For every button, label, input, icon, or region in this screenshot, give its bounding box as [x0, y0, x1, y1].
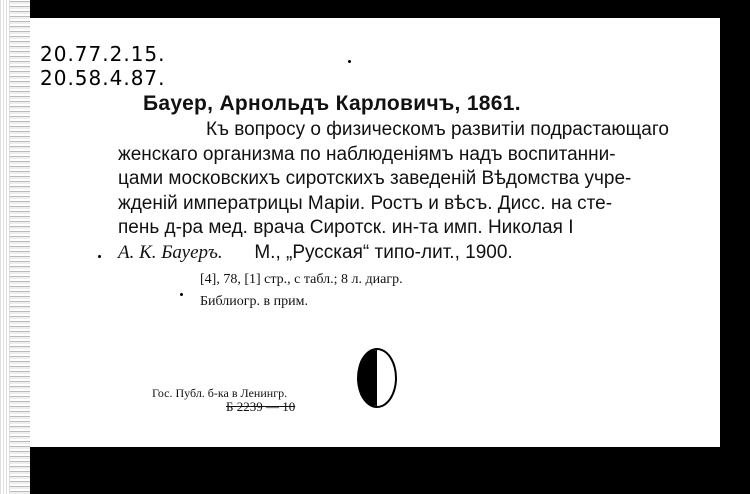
stamp-half	[359, 350, 377, 406]
card-heading: Бауер, Арнольдъ Карловичъ, 1861.	[143, 92, 521, 115]
library-stamp-icon	[357, 348, 397, 408]
card-body	[118, 118, 713, 265]
speck	[348, 60, 351, 63]
body-line-5: пень д-ра мед. врача Сиротск. ин-та имп. Николая I	[118, 217, 574, 238]
body-line-6	[118, 241, 713, 266]
speck	[98, 255, 101, 258]
imprint-text: М., „Русская“ типо-лит., 1900.	[254, 241, 513, 263]
author-signature: А. К. Бауеръ.	[118, 241, 223, 263]
strip-shading	[0, 0, 10, 494]
shelfmark-1: 20.77.2.15.	[40, 42, 166, 66]
catalog-card	[30, 18, 720, 447]
shelfmark-2: 20.58.4.87.	[40, 66, 166, 90]
inventory-number: Б 2239 — 10	[226, 399, 296, 414]
right-edge	[720, 18, 750, 447]
collation: [4], 78, [1] стр., с табл.; 8 л. диагр.	[200, 272, 403, 287]
left-card-strip	[0, 0, 30, 494]
body-line-1: Къ вопросу о физическомъ развитіи подрастающаго	[206, 119, 669, 140]
speck	[180, 293, 183, 296]
library-stamp-text: Гос. Публ. б-ка в Ленингр.	[152, 386, 288, 400]
body-line-4: жденій императрицы Маріи. Ростъ и вѣсъ. Дисс. на сте-	[118, 192, 613, 214]
body-line-3: цами московскихъ сиротскихъ заведеній Вѣдомства учре-	[118, 168, 632, 189]
body-line-2: женскаго организма по наблюденіямъ надъ воспитанни-	[118, 143, 616, 165]
bibliography-note: Библиогр. в прим.	[200, 294, 308, 309]
